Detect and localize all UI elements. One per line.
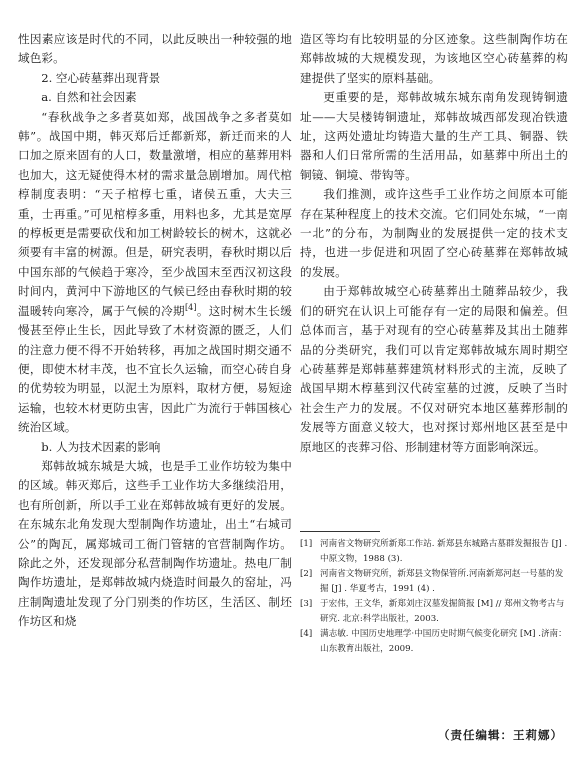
editor-credit: （责任编辑：王莉娜） <box>438 728 563 742</box>
footnote-item <box>300 567 568 597</box>
paragraph-conclusion: 由于郑韩故城空心砖墓葬出土随葬品较少，我们的研究在认识上可能存有一定的局限和偏差。但总体而言，基于对现有的空心砖墓葬及其出土随葬品的分类研究，我们可以肯定郑韩故城东周时期空心砖墓葬是郑韩墓葬建筑材料形式的主流，反映了战国早期木椁墓到汉代砖室墓的过渡，反映了当时社会生产力的发展。不仅对研究本地区墓葬形制的发展等方面意义较大，也对探讨郑州地区甚至是中原地区的丧葬习俗、形制建材等方面影响深远。 <box>300 284 568 454</box>
paragraph-climate <box>18 108 292 438</box>
footnote-item <box>300 627 568 657</box>
footnote-item <box>300 597 568 627</box>
right-column <box>300 30 568 457</box>
footnote-divider <box>300 531 380 532</box>
footnotes <box>300 537 568 657</box>
paragraph-workshops: 郑韩故城东城是大城，也是手工业作坊较为集中的区域。韩灭郑后，这些手工业作坊大多继续沿用，也有所创新，所以手工业在郑韩故城有更好的发展。在东城东北角发现大型制陶作坊遗址，出土“右城司公”的陶瓦，属郑城司工衙门管辖的官营制陶作坊。除此之外，还发现部分私营制陶作坊遗址。热电厂制陶作坊遗址，是郑韩故城内烧造时间最久的窑址，冯庄制陶遗址发现了分门别类的作坊区，生活区、制坯作坊区和烧 <box>18 458 292 629</box>
footnote-number: [1] <box>300 539 313 549</box>
paragraph-climate-text-2: 。这时树木生长缓慢甚至停止生长，因此导致了木材资源的匮乏，人们的注意力便不得不开始转移，再加之战国时期交通不便，即使木材丰茂，也不宜长久运输，而空心砖自身的优势较为明显，以泥土为原料，取材方便，易短途运输，也较木材更防虫害，因此广为流行于韩国核心统治区域。 <box>18 303 292 435</box>
footnote-ref: [4] <box>184 302 197 312</box>
paragraph-technical-exchange: 我们推测，或许这些手工业作坊之间原本可能存在某种程度上的技术交流。它们同处东城，“一南一北”的分布，为制陶业的发展提供一定的技术支持，也进一步促进和巩固了空心砖墓葬在郑韩故城的发展。 <box>300 187 568 279</box>
footnote-number: [4] <box>300 629 313 639</box>
footnote-text: 满志敏. 中国历史地理学·中国历史时期气候变化研究 [M] .济南：山东教育出版社，2009. <box>320 629 567 654</box>
footnote-number: [3] <box>300 599 313 609</box>
left-column <box>18 30 292 632</box>
footnote-text: 河南省文物研究所，新郑县文物保管所.河南新郑河赵一号墓的发掘 [J] . 华夏考古，1991 (4) . <box>320 569 564 594</box>
footnote-item <box>300 537 568 567</box>
subsection-heading-a: a. 自然和社会因素 <box>41 90 137 105</box>
paragraph-continued-right: 造区等均有比较明显的分区迹象。这些制陶作坊在郑韩故城的大规模发现，为该地区空心砖墓葬的构建提供了坚实的原料基础。 <box>300 32 568 85</box>
section-heading: 2. 空心砖墓葬出现背景 <box>41 70 161 85</box>
paragraph-continued: 性因素应该是时代的不同，以此反映出一种较强的地域色彩。 <box>18 32 292 66</box>
subsection-heading-b: b. 人为技术因素的影响 <box>41 439 161 454</box>
paragraph-casting-sites: 更重要的是，郑韩故城东城东南角发现铸铜遗址——大吴楼铸铜遗址，郑韩故城西部发现冶铁遗址，这两处遗址均铸造大量的生产工具、铜器、铁器和人们日常所需的生活用品，如墓葬中所出土的铜镜、铜境、带钩等。 <box>300 90 568 182</box>
footnote-text: 于宏伟，王文华，新郑刘庄汉墓发掘简报 [M] // 郑州文物考古与研究. 北京:科学出版社，2003. <box>320 599 565 624</box>
footnote-number: [2] <box>300 569 313 579</box>
paragraph-climate-text-1: “春秋战争之多者莫如郑，战国战争之多者莫如韩”。战国中期，韩灭郑后迁都新郑，新迁而来的人口加之原来固有的人口，数量激增，相应的墓葬用料也加大，这无疑使得木材的需求量急剧增加。周代棺椁制度表明：“天子棺椁七重，诸侯五重，大夫三重，士再重。”可见棺椁多重，用料也多，尤其是宽厚的椁板更是需要砍伐和加工树龄较长的树木，这就必须要有丰富的树源。但是，研究表明，春秋时期以后中国东部的气候趋于寒冷，至少战国末至西汉初这段时间内，黄河中下游地区的气候已经由春秋时期的较温暖转向寒冷，属于气候的冷期 <box>18 109 292 318</box>
footnote-text: 河南省文物研究所新郑工作站. 新郑县东城路古墓群发掘报告 [J] . 中原文物，1988 (3). <box>320 539 568 564</box>
